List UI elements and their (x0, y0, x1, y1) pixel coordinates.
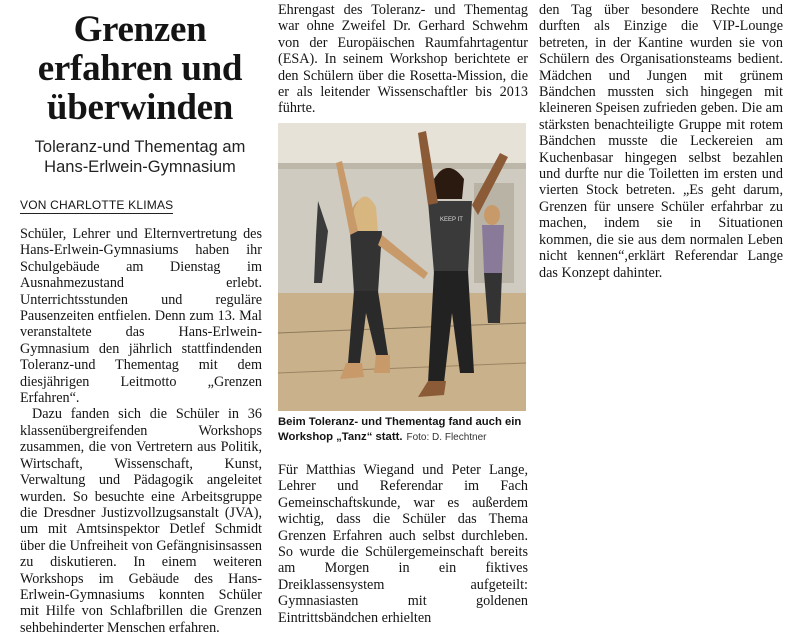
photo-credit: Foto: D. Flechtner (406, 432, 487, 443)
paragraph: Dazu fanden sich die Schüler in 36 klassenübergreifenden Workshops zusammen, die von Vertretern aus Politik, Wirtschaft, Wissenschaft, Kunst, Verwaltung und Pädagogik angeleitet wurden. So besuchte eine Arbeitsgruppe die Dresdner Justizvollzugsanstalt (JVA), um mit Amtsinspektor Detlef Schmidt über die Unfreiheit von Gefängnisinsassen zu diskutieren. In einem weiteren Workshops im Gebäude des Hans-Erlwein-Gymnasiums konnten Schüler mit Hilfe von Schlafbrillen die Grenzen sehbehinderter Menschen erfahren. (20, 406, 262, 636)
shirt-text: KEEP IT (440, 217, 463, 223)
paragraph: Ehrengast des Toleranz- und Thementag war ohne Zweifel Dr. Gerhard Schwehm von der Europäischen Raumfahrtagentur (ESA). In seinem Workshop berichtete er den Schülern über die Rosetta-Mission, die er als leitender Wissenschaftler bis 2013 führte. (278, 2, 528, 117)
column-2-bottom (278, 462, 528, 626)
column-3 (539, 2, 783, 281)
photo-caption (278, 415, 528, 445)
subheadline: Toleranz-und Thementag am Hans-Erlwein-Gymnasium (34, 138, 246, 176)
headline: Grenzen erfahren und überwinden (37, 9, 243, 128)
paragraph: Für Matthias Wiegand und Peter Lange, Lehrer und Referendar im Fach Gemeinschaftskunde, war es außerdem wichtig, dass die Schüler das Thema Grenzen Erfahren auch selbst durchleben. So wurde die Schülergemeinschaft bereits am Morgen in ein fiktives Dreiklassensystem aufgeteilt: Gymnasiasten mit goldenen Eintrittsbändchen erhielten (278, 462, 528, 626)
byline: VON CHARLOTTE KLIMAS (20, 198, 174, 212)
column-2-top (278, 2, 528, 117)
paragraph: den Tag über besondere Rechte und durften als Einzige die VIP-Lounge betreten, in der Kantine wurden sie von Schülern des Organisationsteams bedient. Mädchen und Jungen mit grünem Bändchen mussten sich hingegen mit kleineren Speisen zufrieden geben. Die am stärksten benachteiligte Gruppe mit rotem Bändchen musste die Leckereien am Kuchenbasar hingegen selbst bezahlen und durfte nur die Toiletten im ersten und vierten Stock betreten. „Es geht darum, Grenzen für unsere Schüler erfahrbar zu machen, indem sie in Situationen kommen, die sie aus dem normalen Leben nicht kennen“,erklärt Referendar Lange das Konzept dahinter. (539, 2, 783, 281)
caption-text: Beim Toleranz- und Thementag fand auch ein Workshop „Tanz“ statt. (278, 416, 522, 443)
paragraph: Schüler, Lehrer und Elternvertretung des Hans-Erlwein-Gymnasiums haben ihr Schulgebäude am Dienstag im Ausnahmezustand erlebt. Unterrichtsstunden und reguläre Pausenzeiten entfielen. Denn zum 13. Mal veranstaltete das Hans-Erlwein-Gymnasium den jährlich stattfindenden Toleranz-und Thementag mit dem diesjährigen Leitmotto „Grenzen Erfahren“. (20, 226, 262, 407)
column-1 (20, 226, 262, 636)
dance-workshop-photo (278, 123, 526, 411)
